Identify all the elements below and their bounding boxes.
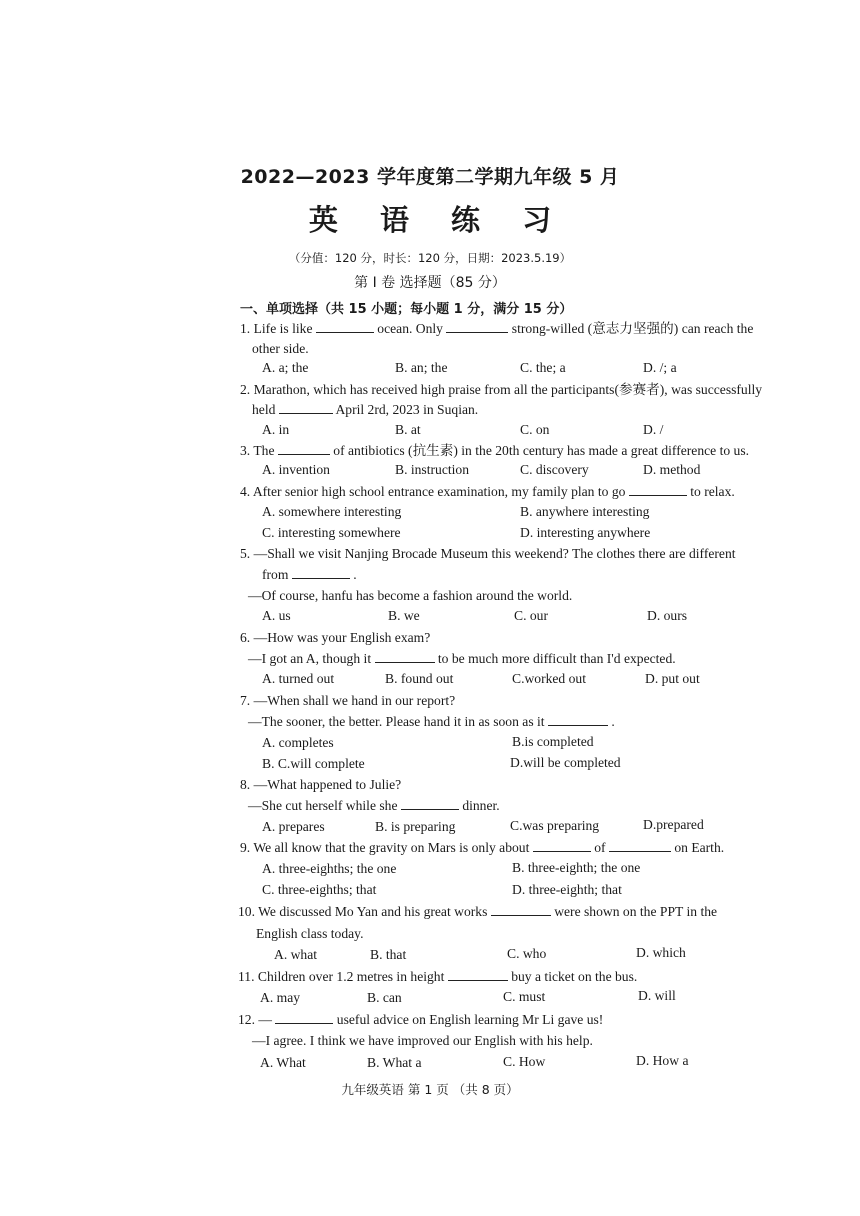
volume-heading: 第 I 卷 选择题（85 分）: [354, 275, 506, 291]
option: B. anywhere interesting: [520, 504, 650, 519]
question-2: 2. Marathon, which has received high praise from all the participants(参赛者), was successfully: [240, 382, 763, 397]
exam-meta: （分值：120 分，时长：120 分，日期：2023.5.19）: [288, 251, 572, 265]
option: C. our: [514, 608, 548, 623]
option: B. at: [395, 422, 421, 437]
option: B. C.will complete: [262, 756, 365, 771]
option: C. the; a: [520, 360, 566, 375]
option: D. put out: [645, 671, 700, 686]
option: A. completes: [262, 735, 334, 750]
answer-blank: [448, 968, 508, 981]
question-12: 12. — useful advice on English learning Mr Li gave us!: [238, 1012, 604, 1027]
answer-blank: [491, 903, 551, 916]
option: A. what: [274, 947, 318, 962]
exam-subject: 英 语 练 习: [308, 203, 568, 237]
answer-blank: [278, 442, 330, 455]
option: C. How: [503, 1054, 546, 1069]
option: A. somewhere interesting: [262, 504, 402, 519]
question-6: 6. —How was your English exam?: [240, 630, 431, 645]
answer-blank: [533, 839, 591, 852]
option: C. who: [507, 946, 547, 961]
answer-blank: [629, 483, 687, 496]
question-7-reply: —The sooner, the better. Please hand it in as soon as it .: [248, 714, 615, 729]
option: A. three-eighths; the one: [262, 861, 397, 876]
option: A. in: [262, 422, 290, 437]
answer-blank: [446, 320, 508, 333]
question-8: 8. —What happened to Julie?: [240, 777, 402, 792]
option: A. turned out: [262, 671, 335, 686]
option: A. a; the: [262, 360, 309, 375]
option: D. How a: [636, 1053, 689, 1068]
question-10: 10. We discussed Mo Yan and his great works were shown on the PPT in the: [238, 904, 718, 919]
answer-blank: [275, 1011, 333, 1024]
option: D. three-eighth; that: [512, 882, 622, 897]
option: D. interesting anywhere: [520, 525, 651, 540]
option: D. /; a: [643, 360, 677, 375]
exam-title: 2022—2023 学年度第二学期九年级 5 月: [240, 166, 620, 188]
answer-blank: [401, 797, 459, 810]
answer-blank: [548, 713, 608, 726]
option: C.worked out: [512, 671, 587, 686]
option: C. three-eighths; that: [262, 882, 377, 897]
option: D.prepared: [643, 817, 704, 832]
option: A. What: [260, 1055, 306, 1070]
question-12-reply: —I agree. I think we have improved our English with his help.: [252, 1033, 593, 1048]
answer-blank: [292, 566, 350, 579]
question-9: 9. We all know that the gravity on Mars is only about of on Earth.: [240, 840, 725, 855]
answer-blank: [279, 401, 333, 414]
option: A. us: [262, 608, 291, 623]
option: D. ours: [647, 608, 688, 623]
question-11: 11. Children over 1.2 metres in height buy a ticket on the bus.: [238, 969, 638, 984]
question-8-reply: —She cut herself while she dinner.: [248, 798, 500, 813]
option: D. will: [638, 988, 676, 1003]
option: B.is completed: [512, 734, 594, 749]
answer-blank: [375, 650, 435, 663]
option: D.will be completed: [510, 755, 621, 770]
answer-blank: [609, 839, 671, 852]
option: A. may: [260, 990, 301, 1005]
question-7: 7. —When shall we hand in our report?: [240, 693, 456, 708]
option: B. we: [388, 608, 420, 623]
question-6-reply: —I got an A, though it to be much more difficult than I'd expected.: [248, 651, 676, 666]
question-5-reply: —Of course, hanfu has become a fashion around the world.: [248, 588, 573, 603]
question-2-continued: held April 2rd, 2023 in Suqian.: [252, 402, 479, 417]
option: D. /: [643, 422, 664, 437]
option: D. which: [636, 945, 686, 960]
question-1: 1. Life is like ocean. Only strong-willed (意志力坚强的) can reach the: [240, 321, 754, 336]
option: C. discovery: [520, 462, 589, 477]
option: C. interesting somewhere: [262, 525, 401, 540]
option: B. an; the: [395, 360, 448, 375]
question-5-continued: from .: [262, 567, 357, 582]
option: B. found out: [385, 671, 454, 686]
page-footer: 九年级英语 第 1 页 （共 8 页）: [341, 1082, 519, 1097]
option: B. What a: [367, 1055, 422, 1070]
option: B. can: [367, 990, 402, 1005]
option: C. on: [520, 422, 550, 437]
option: C. must: [503, 989, 546, 1004]
question-4: 4. After senior high school entrance examination, my family plan to go to relax.: [240, 484, 735, 499]
option: D. method: [643, 462, 701, 477]
option: B. is preparing: [375, 819, 456, 834]
option: B. that: [370, 947, 407, 962]
question-5: 5. —Shall we visit Nanjing Brocade Museum this weekend? The clothes there are different: [240, 546, 736, 561]
question-10-continued: English class today.: [256, 926, 364, 941]
option: C.was preparing: [510, 818, 600, 833]
answer-blank: [316, 320, 374, 333]
option: A. prepares: [262, 819, 325, 834]
question-3: 3. The of antibiotics (抗生素) in the 20th century has made a great difference to us.: [240, 443, 750, 458]
option: B. three-eighth; the one: [512, 860, 641, 875]
question-1-continued: other side.: [252, 341, 309, 356]
option: A. invention: [262, 462, 330, 477]
option: B. instruction: [395, 462, 470, 477]
section-heading: 一、单项选择（共 15 小题；每小题 1 分，满分 15 分）: [240, 302, 573, 317]
